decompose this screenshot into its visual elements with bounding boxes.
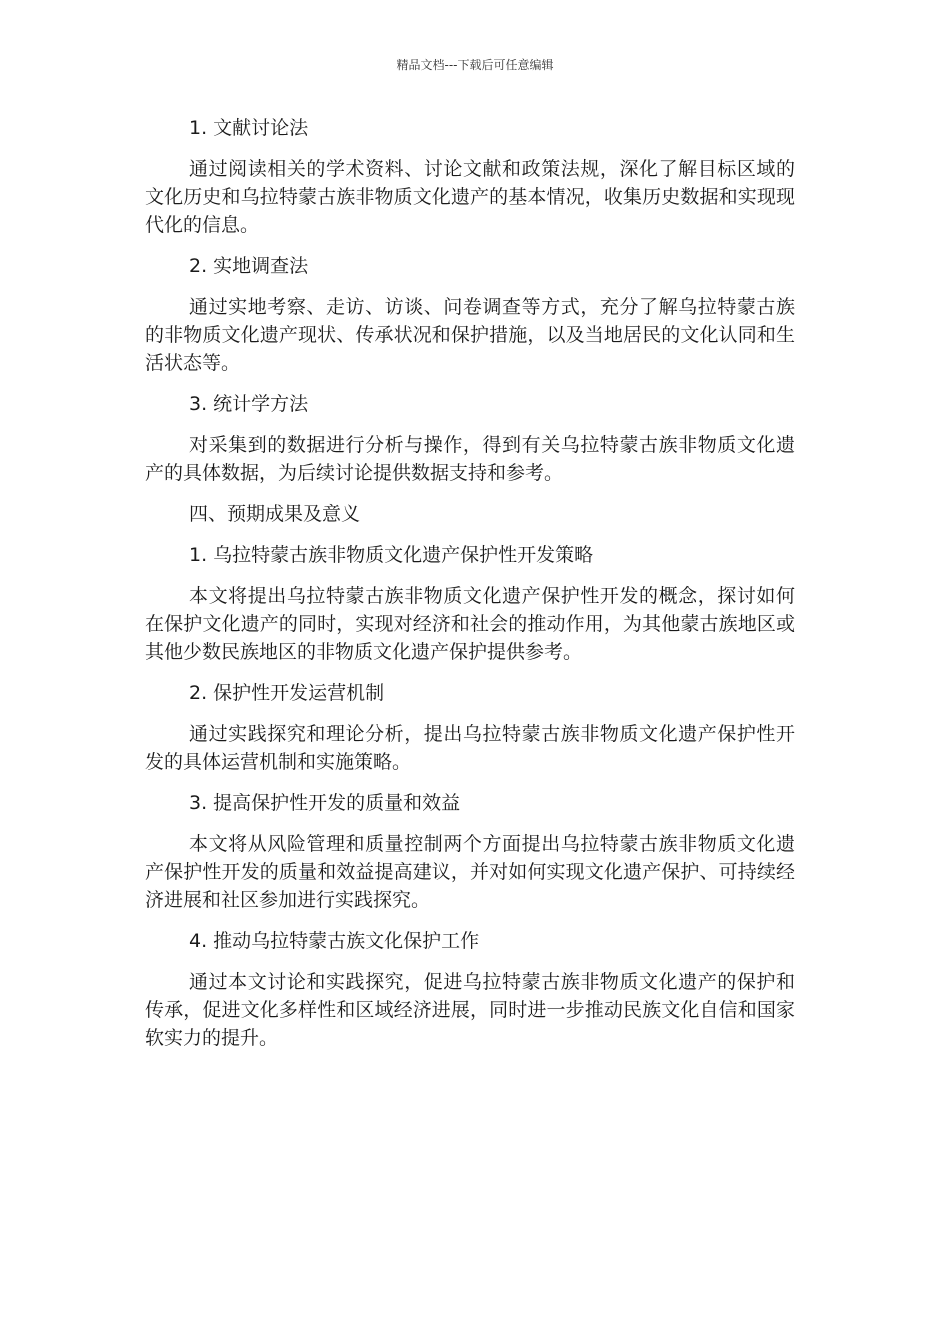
section-heading-method-2: 2. 实地调查法 — [189, 255, 309, 277]
section-heading-outcome-4: 4. 推动乌拉特蒙古族文化保护工作 — [189, 930, 480, 952]
chapter-heading-outcomes: 四、预期成果及意义 — [189, 503, 361, 525]
paragraph-method-3: 对采集到的数据进行分析与操作，得到有关乌拉特蒙古族非物质文化遗产的具体数据，为后续讨论提供数据支持和参考。 — [145, 434, 795, 484]
paragraph-outcome-1: 本文将提出乌拉特蒙古族非物质文化遗产保护性开发的概念，探讨如何在保护文化遗产的同时，实现对经济和社会的推动作用，为其他蒙古族地区或其他少数民族地区的非物质文化遗产保护提供参考。 — [145, 585, 795, 663]
paragraph-method-2: 通过实地考察、走访、访谈、问卷调查等方式，充分了解乌拉特蒙古族的非物质文化遗产现状、传承状况和保护措施，以及当地居民的文化认同和生活状态等。 — [145, 296, 795, 374]
paragraph-outcome-3: 本文将从风险管理和质量控制两个方面提出乌拉特蒙古族非物质文化遗产保护性开发的质量和效益提高建议，并对如何实现文化遗产保护、可持续经济进展和社区参加进行实践探究。 — [145, 833, 795, 911]
section-heading-method-1: 1. 文献讨论法 — [189, 117, 309, 139]
section-heading-outcome-3: 3. 提高保护性开发的质量和效益 — [189, 792, 461, 814]
page-header: 精品文档---下载后可任意编辑 — [396, 58, 554, 72]
paragraph-outcome-4: 通过本文讨论和实践探究，促进乌拉特蒙古族非物质文化遗产的保护和传承，促进文化多样性和区域经济进展，同时进一步推动民族文化自信和国家软实力的提升。 — [145, 971, 795, 1049]
section-heading-outcome-2: 2. 保护性开发运营机制 — [189, 682, 385, 704]
section-heading-method-3: 3. 统计学方法 — [189, 393, 309, 415]
paragraph-outcome-2: 通过实践探究和理论分析，提出乌拉特蒙古族非物质文化遗产保护性开发的具体运营机制和实施策略。 — [145, 723, 795, 773]
document-body — [145, 114, 795, 1065]
section-heading-outcome-1: 1. 乌拉特蒙古族非物质文化遗产保护性开发策略 — [189, 544, 594, 566]
paragraph-method-1: 通过阅读相关的学术资料、讨论文献和政策法规，深化了解目标区域的文化历史和乌拉特蒙古族非物质文化遗产的基本情况，收集历史数据和实现现代化的信息。 — [145, 158, 795, 236]
